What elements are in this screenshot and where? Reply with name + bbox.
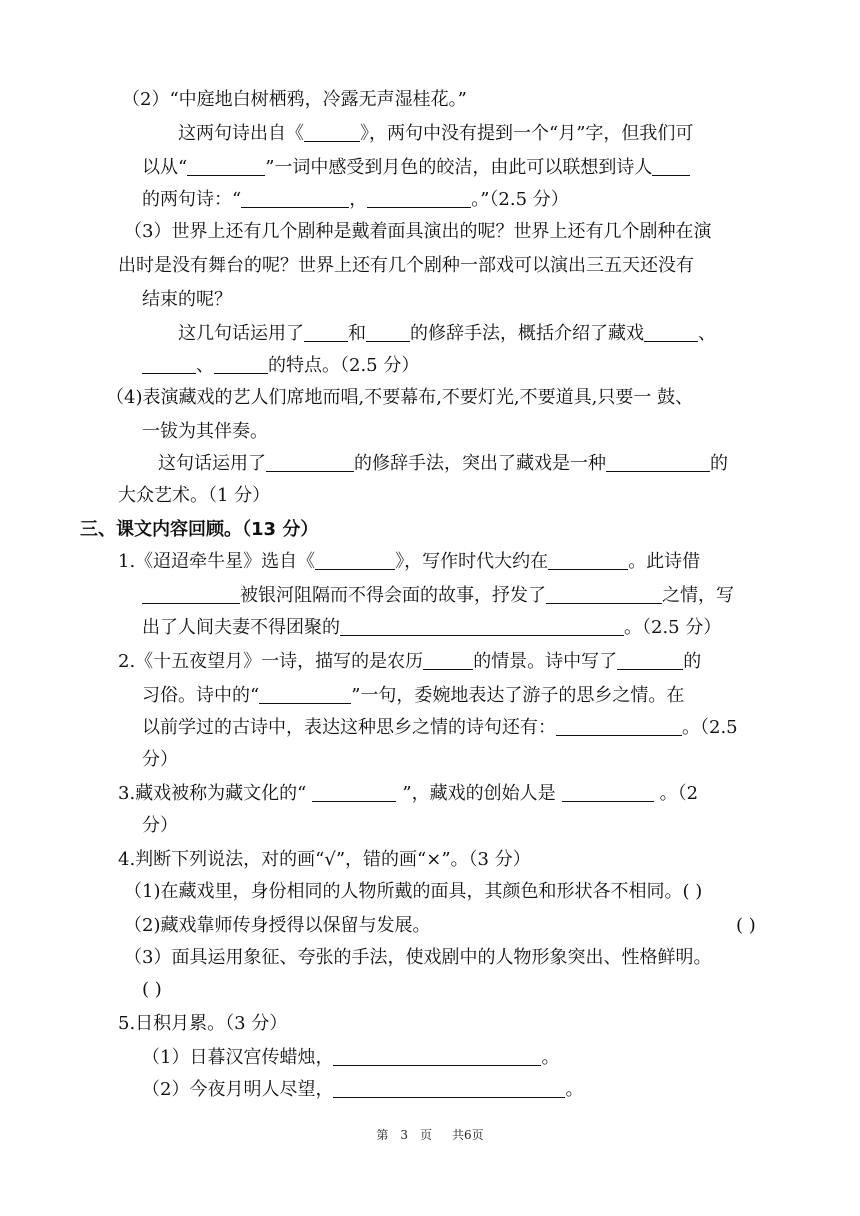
section-title: 三、课文内容回顾。（13 分） <box>80 519 319 540</box>
q3-3-line2: 分） <box>142 815 178 836</box>
answer-blank[interactable] <box>333 1079 565 1098</box>
answer-blank[interactable] <box>606 453 710 472</box>
answer-blank[interactable] <box>241 189 349 208</box>
page-footer <box>0 1126 860 1143</box>
answer-blank[interactable] <box>315 551 395 570</box>
answer-blank[interactable] <box>259 685 351 704</box>
judge-parentheses[interactable]: ( ) <box>142 979 162 1000</box>
q3-1-line3: 出了人间夫妻不得团聚的 。（2.5 分） <box>142 617 722 638</box>
q2-4-line1: （4)表演藏戏的艺人们席地而唱,不要幕布,不要灯光,不要道具,只要一 鼓、 <box>106 387 694 408</box>
answer-blank[interactable] <box>644 323 698 342</box>
q3-2-line1: 2.《十五夜望月》一诗，描写的是农历 的情景。诗中写了 的 <box>118 651 702 672</box>
q2-3-line5: 、 的特点。（2.5 分） <box>142 354 419 380</box>
q3-1-line1: 1.《迢迢牵牛星》选自《 》，写作时代大约在 。此诗借 <box>118 551 701 572</box>
q3-5-item2: （2）今夜月明人尽望， 。 <box>142 1079 584 1100</box>
answer-blank[interactable] <box>617 651 683 670</box>
q3-1-line2: 被银河阻隔而不得会面的故事，抒发了 之情，写 <box>142 584 734 610</box>
answer-blank[interactable] <box>652 157 690 176</box>
answer-blank[interactable] <box>366 323 410 342</box>
q2-3-line4: 这几句话运用了 和 的修辞手法，概括介绍了藏戏 、 <box>178 323 716 344</box>
q3-4-title: 4.判断下列说法，对的画“√”，错的画“×”。（3 分） <box>118 849 531 870</box>
answer-blank[interactable] <box>304 323 348 342</box>
footer-total: 共6页 <box>452 1128 484 1142</box>
answer-blank[interactable] <box>333 1047 541 1066</box>
answer-blank[interactable] <box>304 123 360 142</box>
answer-blank[interactable] <box>546 585 662 604</box>
q2-2-line3: 以从“ ”一词中感受到月色的皎洁，由此可以联想到诗人 <box>142 156 690 182</box>
answer-blank[interactable] <box>423 651 473 670</box>
q3-2-line3: 以前学过的古诗中，表达这种思乡之情的诗句还有： 。（2.5 <box>142 717 738 738</box>
answer-blank[interactable] <box>367 189 471 208</box>
answer-blank[interactable] <box>340 617 624 636</box>
q3-3-line1: 3.藏戏被称为藏文化的“ ”，藏戏的创始人是 。（2 <box>118 783 699 804</box>
q2-3-line2: 出时是没有舞台的呢？世界上还有几个剧种一部戏可以演出三五天还没有 <box>118 255 694 276</box>
q2-3-line3: 结束的呢？ <box>142 289 232 310</box>
q3-4-item3: （3）面具运用象征、夸张的手法，使戏剧中的人物形象突出、性格鲜明。 <box>124 947 712 968</box>
q2-4-line2: 一钹为其伴奏。 <box>142 421 268 442</box>
q2-4-line3: 这句话运用了 的修辞手法，突出了藏戏是一种 的 <box>158 453 728 474</box>
q3-5-title: 5.日积月累。（3 分） <box>118 1013 288 1034</box>
q3-4-item1: （1)在藏戏里，身份相同的人物所戴的面具，其颜色和形状各不相同。( ) <box>124 881 703 902</box>
footer-page-number: 3 <box>400 1128 408 1142</box>
q3-2-line4: 分） <box>142 749 178 770</box>
answer-blank[interactable] <box>266 453 354 472</box>
answer-blank[interactable] <box>556 717 682 736</box>
q3-5-item1: （1）日暮汉宫传蜡烛， 。 <box>142 1047 560 1068</box>
footer-di: 第 <box>376 1128 389 1142</box>
answer-blank[interactable] <box>548 551 628 570</box>
q2-2-line1: （2）“中庭地白树栖鸦，冷露无声湿桂花。” <box>122 89 467 110</box>
answer-blank[interactable] <box>562 783 654 802</box>
answer-blank[interactable] <box>142 355 196 374</box>
footer-ye: 页 <box>420 1128 433 1142</box>
answer-blank[interactable] <box>187 157 265 176</box>
q2-3-line1: （3）世界上还有几个剧种是戴着面具演出的呢？世界上还有几个剧种在演 <box>124 221 712 242</box>
q3-2-line2: 习俗。诗中的“ ”一句，委婉地表达了游子的思乡之情。在 <box>142 685 685 706</box>
q2-2-line2: 这两句诗出自《 》，两句中没有提到一个“月”字，但我们可 <box>178 123 694 144</box>
answer-blank[interactable] <box>312 783 396 802</box>
answer-blank[interactable] <box>214 355 268 374</box>
q2-2-line4: 的两句诗：“ ， 。”（2.5 分） <box>142 189 569 210</box>
q2-4-line4: 大众艺术。（1 分） <box>118 485 271 506</box>
q3-4-item2: （2)藏戏靠师传身授得以保留与发展。 <box>124 915 431 936</box>
answer-blank[interactable] <box>142 585 240 604</box>
judge-parentheses[interactable]: ( ) <box>736 915 756 936</box>
